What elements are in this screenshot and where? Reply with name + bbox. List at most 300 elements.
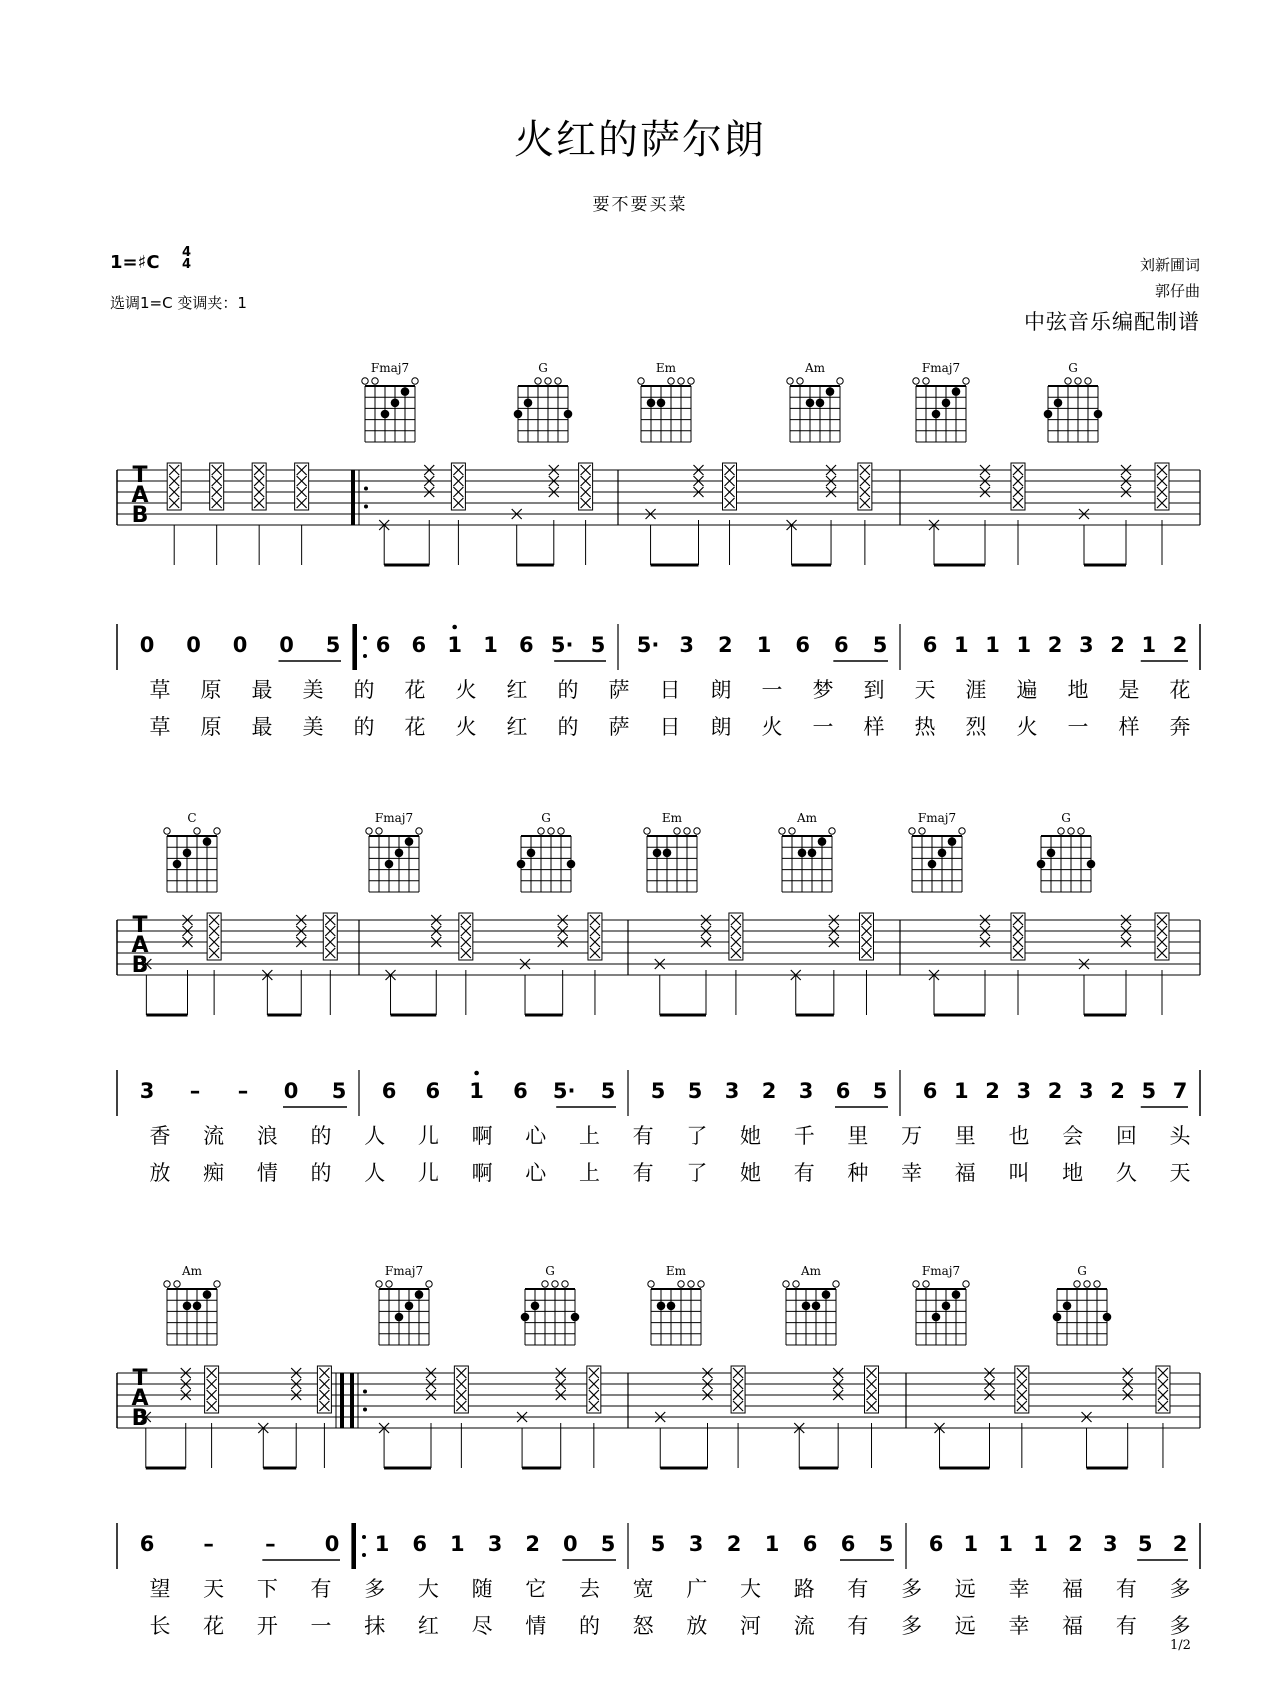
finger-dot bbox=[1103, 1313, 1112, 1322]
lyric-verse-1: 有 bbox=[310, 1577, 332, 1601]
page-number: 1/2 bbox=[1170, 1638, 1191, 1653]
jianpu-note: 6 bbox=[425, 1079, 441, 1103]
jianpu-note: 1 bbox=[764, 1532, 780, 1556]
lyric-verse-2: 火 bbox=[1016, 715, 1038, 739]
chord-diagram bbox=[517, 811, 576, 892]
jianpu-note: 6 bbox=[802, 1532, 818, 1556]
jianpu-note: 5 bbox=[650, 1532, 666, 1556]
finger-dot bbox=[405, 837, 414, 846]
jianpu-note: 1 bbox=[953, 1079, 969, 1103]
lyric-verse-1: 原 bbox=[200, 678, 222, 702]
repeat-dot bbox=[363, 654, 367, 658]
lyric-verse-1: 福 bbox=[1062, 1577, 1084, 1601]
lyric-verse-1: 流 bbox=[203, 1124, 225, 1148]
open-string-marker bbox=[362, 378, 368, 384]
lyric-verse-2: 她 bbox=[740, 1161, 762, 1185]
lyric-verse-2: 一 bbox=[812, 715, 834, 739]
jianpu-note: 6 bbox=[840, 1532, 856, 1556]
lyricist-credit: 刘新圃词 bbox=[1139, 256, 1200, 274]
finger-dot bbox=[514, 410, 523, 419]
jianpu-note: 6 bbox=[922, 1079, 938, 1103]
repeat-dot bbox=[363, 636, 367, 640]
finger-dot bbox=[802, 1302, 811, 1311]
jianpu-note: 6 bbox=[381, 1079, 397, 1103]
open-string-marker bbox=[412, 378, 418, 384]
finger-dot bbox=[405, 1302, 414, 1311]
jianpu-note: 5 bbox=[590, 633, 606, 657]
open-string-marker bbox=[638, 378, 644, 384]
lyric-verse-2: 多 bbox=[901, 1614, 923, 1638]
capo-info: 选调1=C 变调夹：1 bbox=[110, 294, 247, 312]
chord-name: Am bbox=[796, 811, 818, 825]
repeat-dot bbox=[363, 1408, 367, 1412]
lyric-verse-1: 地 bbox=[1067, 678, 1089, 702]
jianpu-note: 2 bbox=[985, 1079, 1000, 1103]
lyric-verse-1: 美 bbox=[302, 678, 324, 702]
chord-name: Fmaj7 bbox=[384, 1264, 424, 1278]
finger-dot bbox=[647, 399, 656, 408]
finger-dot bbox=[938, 849, 947, 858]
lyric-verse-1: 有 bbox=[632, 1124, 654, 1148]
chord-name: Am bbox=[804, 361, 826, 375]
finger-dot bbox=[822, 1290, 831, 1299]
lyric-verse-1: 天 bbox=[203, 1577, 225, 1601]
jianpu-note: 5· bbox=[636, 633, 660, 657]
open-string-marker bbox=[694, 828, 700, 834]
jianpu-note: 6 bbox=[513, 1079, 528, 1103]
lyric-verse-2: 一 bbox=[310, 1614, 332, 1638]
lyric-verse-2: 人 bbox=[364, 1161, 386, 1185]
open-string-marker bbox=[684, 828, 690, 834]
lyric-verse-1: 下 bbox=[256, 1577, 278, 1601]
jianpu-note: 2 bbox=[1172, 633, 1188, 657]
jianpu-note: 2 bbox=[525, 1532, 540, 1556]
jianpu-note: 1 bbox=[450, 1532, 465, 1556]
jianpu-note: 5· bbox=[552, 1079, 576, 1103]
jianpu-note: 3 bbox=[679, 633, 694, 657]
open-string-marker bbox=[1075, 378, 1081, 384]
jianpu-note: 2 bbox=[761, 1079, 777, 1103]
finger-dot bbox=[798, 849, 807, 858]
open-string-marker bbox=[1094, 1281, 1100, 1287]
lyric-verse-1: 了 bbox=[686, 1124, 708, 1148]
lyric-verse-1: 多 bbox=[364, 1577, 386, 1601]
open-string-marker bbox=[913, 1281, 919, 1287]
jianpu-note: 0 bbox=[232, 633, 248, 657]
finger-dot bbox=[401, 387, 410, 396]
finger-dot bbox=[657, 399, 666, 408]
open-string-marker bbox=[372, 378, 378, 384]
open-string-marker bbox=[164, 828, 170, 834]
chord-diagram bbox=[376, 1264, 432, 1345]
lyric-verse-2: 远 bbox=[954, 1614, 976, 1638]
lyric-verse-1: 啊 bbox=[471, 1124, 493, 1148]
lyric-verse-1: 万 bbox=[901, 1124, 923, 1148]
jianpu-note: 0 bbox=[563, 1532, 578, 1556]
chord-name: Fmaj7 bbox=[921, 361, 961, 375]
lyric-verse-2: 了 bbox=[686, 1161, 708, 1185]
lyric-verse-2: 样 bbox=[863, 715, 885, 739]
open-string-marker bbox=[174, 1281, 180, 1287]
lyric-verse-2: 美 bbox=[302, 715, 324, 739]
jianpu-note: 1 bbox=[985, 633, 1000, 657]
lyric-verse-1: 千 bbox=[793, 1124, 815, 1148]
jianpu-note: 0 bbox=[139, 633, 155, 657]
chord-diagram bbox=[913, 1264, 969, 1345]
open-string-marker bbox=[426, 1281, 432, 1287]
tab-clef-letter: B bbox=[131, 1406, 149, 1431]
tab-clef-letter: T bbox=[132, 913, 148, 938]
jianpu-note: 3 bbox=[724, 1079, 740, 1103]
open-string-marker bbox=[963, 1281, 969, 1287]
lyric-verse-1: 心 bbox=[525, 1124, 547, 1148]
open-string-marker bbox=[959, 828, 965, 834]
lyric-verse-1: 里 bbox=[847, 1124, 869, 1148]
tab-clef-letter: B bbox=[131, 503, 149, 528]
open-string-marker bbox=[416, 828, 422, 834]
chord-name: G bbox=[541, 811, 551, 825]
open-string-marker bbox=[1078, 828, 1084, 834]
lyric-verse-2: 叫 bbox=[1008, 1161, 1030, 1185]
lyric-verse-1: 远 bbox=[954, 1577, 976, 1601]
jianpu-note: 1 bbox=[1033, 1532, 1048, 1556]
open-string-marker bbox=[1084, 1281, 1090, 1287]
finger-dot bbox=[816, 399, 825, 408]
lyric-verse-1: 头 bbox=[1169, 1124, 1191, 1148]
finger-dot bbox=[657, 1302, 666, 1311]
open-string-marker bbox=[668, 378, 674, 384]
finger-dot bbox=[806, 399, 815, 408]
repeat-dot bbox=[363, 1390, 367, 1394]
tab-clef-letter: T bbox=[132, 1366, 148, 1391]
open-string-marker bbox=[555, 378, 561, 384]
finger-dot bbox=[395, 849, 404, 858]
score-system bbox=[117, 1264, 1200, 1638]
chord-diagram bbox=[366, 811, 422, 892]
open-string-marker bbox=[688, 378, 694, 384]
jianpu-note: 5 bbox=[1137, 1532, 1153, 1556]
lyric-verse-2: 原 bbox=[200, 715, 222, 739]
lyric-verse-1: 多 bbox=[1169, 1577, 1191, 1601]
tab-clef-letter: A bbox=[131, 1386, 149, 1411]
jianpu-note: 1 bbox=[447, 633, 462, 657]
finger-dot bbox=[932, 410, 941, 419]
chord-diagram bbox=[909, 811, 965, 892]
jianpu-note: 3 bbox=[1078, 1079, 1094, 1103]
lyric-verse-1: 到 bbox=[863, 678, 885, 702]
open-string-marker bbox=[909, 828, 915, 834]
lyric-verse-2: 多 bbox=[1169, 1614, 1191, 1638]
jianpu-note: 0 bbox=[186, 633, 201, 657]
finger-dot bbox=[818, 837, 827, 846]
lyric-verse-1: 花 bbox=[1169, 678, 1191, 702]
lyric-verse-2: 尽 bbox=[471, 1614, 493, 1638]
lyric-verse-1: 大 bbox=[740, 1577, 762, 1601]
open-string-marker bbox=[562, 1281, 568, 1287]
lyric-verse-1: 广 bbox=[686, 1577, 708, 1601]
jianpu-note: 3 bbox=[1078, 633, 1094, 657]
chord-diagram bbox=[1053, 1264, 1112, 1345]
chord-diagram bbox=[514, 361, 573, 442]
finger-dot bbox=[381, 410, 390, 419]
lyric-verse-2: 有 bbox=[847, 1614, 869, 1638]
jianpu-note: 1 bbox=[374, 1532, 390, 1556]
jianpu-note: 6 bbox=[795, 633, 810, 657]
jianpu-note: 6 bbox=[922, 633, 938, 657]
jianpu-note: 1 bbox=[953, 633, 969, 657]
finger-dot bbox=[415, 1290, 424, 1299]
finger-dot bbox=[942, 399, 951, 408]
open-string-marker bbox=[164, 1281, 170, 1287]
open-string-marker bbox=[698, 1281, 704, 1287]
repeat-dot bbox=[364, 505, 368, 509]
jianpu-note: 1 bbox=[1016, 633, 1032, 657]
jianpu-note: 5 bbox=[325, 633, 341, 657]
lyric-verse-2: 心 bbox=[525, 1161, 547, 1185]
time-signature-top: 4 bbox=[182, 245, 192, 260]
lyric-verse-1: 幸 bbox=[1008, 1577, 1030, 1601]
open-string-marker bbox=[789, 828, 795, 834]
lyric-verse-1: 的 bbox=[310, 1124, 332, 1148]
chord-diagram bbox=[783, 1264, 839, 1345]
lyric-verse-2: 地 bbox=[1062, 1161, 1084, 1185]
finger-dot bbox=[527, 849, 536, 858]
finger-dot bbox=[1037, 860, 1046, 869]
chord-name: Fmaj7 bbox=[917, 811, 957, 825]
lyric-verse-1: 儿 bbox=[417, 1124, 439, 1148]
jianpu-note: 6 bbox=[928, 1532, 944, 1556]
open-string-marker bbox=[535, 378, 541, 384]
finger-dot bbox=[1053, 1313, 1062, 1322]
jianpu-note: – bbox=[203, 1532, 214, 1556]
lyric-verse-2: 啊 bbox=[471, 1161, 493, 1185]
lyric-verse-1: 随 bbox=[471, 1577, 493, 1601]
finger-dot bbox=[1094, 410, 1103, 419]
lyric-verse-2: 红 bbox=[417, 1614, 439, 1638]
lyric-verse-2: 种 bbox=[847, 1161, 869, 1185]
open-string-marker bbox=[919, 828, 925, 834]
lyric-verse-2: 放 bbox=[686, 1614, 708, 1638]
composer-credit: 郭仔曲 bbox=[1154, 282, 1200, 300]
jianpu-note: 6 bbox=[139, 1532, 155, 1556]
chord-name: Am bbox=[181, 1264, 203, 1278]
lyric-verse-1: 去 bbox=[578, 1577, 600, 1601]
lyric-verse-1: 路 bbox=[793, 1577, 815, 1601]
open-string-marker bbox=[194, 828, 200, 834]
open-string-marker bbox=[678, 1281, 684, 1287]
open-string-marker bbox=[558, 828, 564, 834]
lyric-verse-2: 河 bbox=[740, 1614, 762, 1638]
open-string-marker bbox=[1068, 828, 1074, 834]
lyric-verse-2: 有 bbox=[1115, 1614, 1137, 1638]
lyric-verse-1: 天 bbox=[914, 678, 936, 702]
lyric-verse-2: 的 bbox=[353, 715, 375, 739]
lyric-verse-2: 开 bbox=[256, 1614, 278, 1638]
song-title: 火红的萨尔朗 bbox=[514, 117, 766, 163]
jianpu-note: 3 bbox=[139, 1079, 155, 1103]
open-string-marker bbox=[787, 378, 793, 384]
lyric-verse-2: 有 bbox=[793, 1161, 815, 1185]
chord-name: Fmaj7 bbox=[370, 361, 410, 375]
jianpu-note: 2 bbox=[718, 633, 733, 657]
tab-clef-letter: T bbox=[132, 463, 148, 488]
lyric-verse-2: 的 bbox=[557, 715, 579, 739]
lyric-verse-2: 抹 bbox=[364, 1614, 386, 1638]
jianpu-note: 1 bbox=[469, 1079, 484, 1103]
jianpu-note: 3 bbox=[1102, 1532, 1118, 1556]
repeat-dot bbox=[364, 487, 368, 491]
open-string-marker bbox=[674, 828, 680, 834]
lyric-verse-1: 她 bbox=[740, 1124, 762, 1148]
open-string-marker bbox=[797, 378, 803, 384]
chord-name: G bbox=[538, 361, 548, 375]
finger-dot bbox=[942, 1302, 951, 1311]
chord-name: Em bbox=[665, 1264, 687, 1278]
jianpu-note: 2 bbox=[1068, 1532, 1083, 1556]
jianpu-note: 5 bbox=[687, 1079, 703, 1103]
jianpu-note: 6 bbox=[834, 633, 849, 657]
lyric-verse-1: 浪 bbox=[256, 1124, 278, 1148]
finger-dot bbox=[183, 849, 192, 858]
lyric-verse-2: 火 bbox=[761, 715, 783, 739]
open-string-marker bbox=[376, 1281, 382, 1287]
open-string-marker bbox=[644, 828, 650, 834]
open-string-marker bbox=[913, 378, 919, 384]
open-string-marker bbox=[376, 828, 382, 834]
lyric-verse-1: 日 bbox=[659, 678, 681, 702]
lyric-verse-2: 痴 bbox=[203, 1161, 225, 1185]
lyric-verse-2: 幸 bbox=[1008, 1614, 1030, 1638]
repeat-dot bbox=[362, 1553, 366, 1557]
jianpu-note: – bbox=[237, 1079, 249, 1103]
lyric-verse-1: 会 bbox=[1062, 1124, 1084, 1148]
finger-dot bbox=[1044, 410, 1053, 419]
finger-dot bbox=[173, 860, 182, 869]
lyric-verse-2: 红 bbox=[506, 715, 528, 739]
lyric-verse-2: 放 bbox=[149, 1161, 171, 1185]
lyric-verse-1: 有 bbox=[847, 1577, 869, 1601]
lyric-verse-1: 香 bbox=[149, 1124, 171, 1148]
open-string-marker bbox=[783, 1281, 789, 1287]
jianpu-note: 5 bbox=[650, 1079, 666, 1103]
chord-diagram bbox=[648, 1264, 704, 1345]
lyric-verse-2: 长 bbox=[149, 1614, 171, 1638]
open-string-marker bbox=[833, 1281, 839, 1287]
score-system bbox=[117, 811, 1200, 1185]
jianpu-note: 2 bbox=[1110, 633, 1125, 657]
lyric-verse-1: 涯 bbox=[965, 678, 987, 702]
jianpu-note: 6 bbox=[375, 633, 391, 657]
lyric-verse-1: 望 bbox=[149, 1577, 171, 1601]
chord-name: Em bbox=[661, 811, 683, 825]
octave-dot-high bbox=[474, 1071, 479, 1076]
jianpu-note: 6 bbox=[519, 633, 534, 657]
open-string-marker bbox=[214, 828, 220, 834]
jianpu-note: 2 bbox=[1047, 633, 1063, 657]
jianpu-note: – bbox=[189, 1079, 201, 1103]
finger-dot bbox=[1087, 860, 1096, 869]
open-string-marker bbox=[829, 828, 835, 834]
open-string-marker bbox=[923, 1281, 929, 1287]
chord-diagram bbox=[1044, 361, 1103, 442]
jianpu-note: 6 bbox=[835, 1079, 851, 1103]
jianpu-note: 3 bbox=[1016, 1079, 1032, 1103]
chord-name: G bbox=[1068, 361, 1078, 375]
finger-dot bbox=[517, 860, 526, 869]
jianpu-note: 0 bbox=[283, 1079, 299, 1103]
finger-dot bbox=[531, 1302, 540, 1311]
finger-dot bbox=[808, 849, 817, 858]
lyric-verse-1: 火 bbox=[455, 678, 477, 702]
chord-diagram bbox=[362, 361, 418, 442]
lyric-verse-2: 幸 bbox=[901, 1161, 923, 1185]
open-string-marker bbox=[923, 378, 929, 384]
lyric-verse-1: 大 bbox=[417, 1577, 439, 1601]
finger-dot bbox=[928, 860, 937, 869]
open-string-marker bbox=[1074, 1281, 1080, 1287]
finger-dot bbox=[667, 1302, 676, 1311]
chord-diagram bbox=[644, 811, 700, 892]
lyric-verse-1: 是 bbox=[1118, 678, 1140, 702]
lyric-verse-1: 萨 bbox=[608, 678, 630, 702]
open-string-marker bbox=[1058, 828, 1064, 834]
tab-clef-letter: B bbox=[131, 953, 149, 978]
chord-diagram bbox=[164, 811, 220, 892]
jianpu-note: 2 bbox=[1047, 1079, 1063, 1103]
chord-name: Fmaj7 bbox=[921, 1264, 961, 1278]
open-string-marker bbox=[678, 378, 684, 384]
lyric-verse-2: 情 bbox=[256, 1161, 278, 1185]
finger-dot bbox=[203, 837, 212, 846]
jianpu-note: 0 bbox=[279, 633, 294, 657]
open-string-marker bbox=[648, 1281, 654, 1287]
lyric-verse-2: 情 bbox=[525, 1614, 547, 1638]
finger-dot bbox=[391, 399, 400, 408]
octave-dot-high bbox=[452, 625, 457, 630]
lyric-verse-2: 热 bbox=[914, 715, 936, 739]
finger-dot bbox=[948, 837, 957, 846]
tab-clef-letter: A bbox=[131, 933, 149, 958]
jianpu-note: 5 bbox=[1141, 1079, 1157, 1103]
open-string-marker bbox=[542, 1281, 548, 1287]
open-string-marker bbox=[779, 828, 785, 834]
jianpu-note: 2 bbox=[1110, 1079, 1125, 1103]
key-signature: 1=♯C bbox=[110, 252, 160, 273]
lyric-verse-1: 宽 bbox=[632, 1577, 654, 1601]
chord-name: Fmaj7 bbox=[374, 811, 414, 825]
lyric-verse-1: 的 bbox=[353, 678, 375, 702]
open-string-marker bbox=[1065, 378, 1071, 384]
chord-name: C bbox=[187, 811, 197, 825]
open-string-marker bbox=[793, 1281, 799, 1287]
score-system bbox=[117, 361, 1200, 739]
open-string-marker bbox=[1085, 378, 1091, 384]
lyric-verse-2: 一 bbox=[1067, 715, 1089, 739]
finger-dot bbox=[653, 849, 662, 858]
lyric-verse-2: 的 bbox=[578, 1614, 600, 1638]
lyric-verse-2: 最 bbox=[251, 715, 273, 739]
jianpu-note: 6 bbox=[412, 1532, 427, 1556]
jianpu-note: 2 bbox=[726, 1532, 742, 1556]
chord-diagram bbox=[1037, 811, 1096, 892]
lyric-verse-1: 它 bbox=[525, 1577, 547, 1601]
lyric-verse-1: 上 bbox=[578, 1124, 600, 1148]
finger-dot bbox=[932, 1313, 941, 1322]
jianpu-note: 3 bbox=[688, 1532, 704, 1556]
jianpu-note: 5 bbox=[331, 1079, 347, 1103]
finger-dot bbox=[1063, 1302, 1072, 1311]
lyric-verse-2: 怒 bbox=[632, 1614, 654, 1638]
